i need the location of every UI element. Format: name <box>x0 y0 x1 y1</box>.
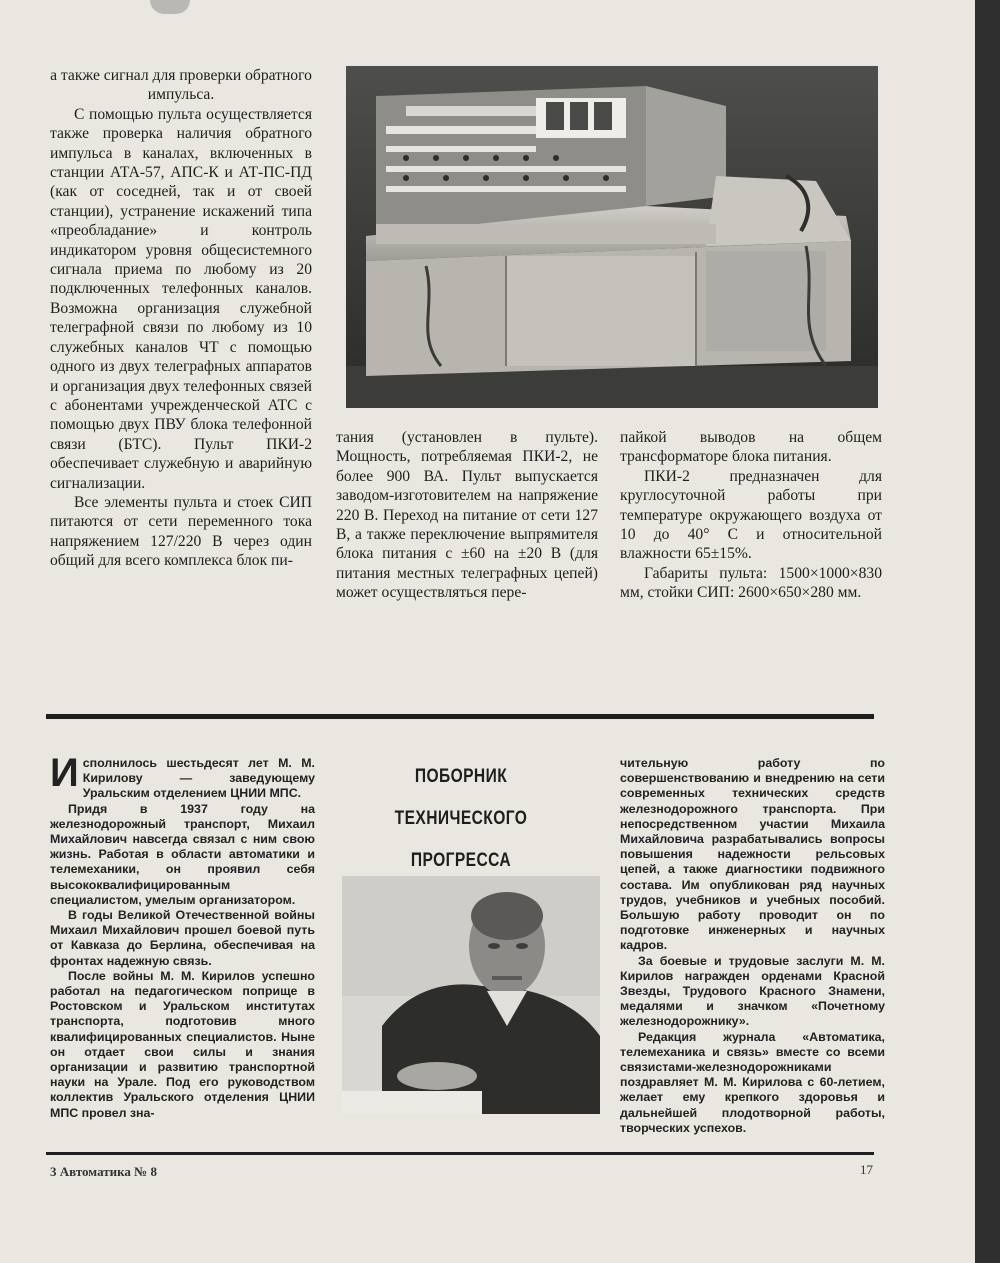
page-number: 17 <box>860 1162 873 1177</box>
paragraph: Редакция журнала «Автоматика, телемеханика и связь» вместе со всеми связистами-железнодорожниками поздравляет М. М. Кирилова с 60-летием, желает ему крепкого здоровья и дальнейшей плодотворной работы, творческих успехов. <box>620 1029 885 1135</box>
paragraph: ПКИ-2 предназначен для круглосуточной работы при температуре окружающего воздуха от 10 до 40° С и относительной влажности 65±15%. <box>620 467 882 563</box>
paragraph: чительную работу по совершенствованию и внедрению на сети современных технических средств железнодорожного транспорта. При непосредственном участии Михаила Михайловича разрабатывались вопросы повышения надежности рельсовых цепей, а также диагностики подвижного состава. Им опубликован ряд научных трудов, учебников и учебных пособий. Большую работу проводит он по подготовке инженерных и научных кадров. <box>620 756 885 953</box>
article-left-column <box>50 751 315 1121</box>
headline-line-2: ТЕХНИЧЕСКОГО ПРОГРЕССА <box>394 808 528 871</box>
footer-divider <box>46 1152 874 1155</box>
paragraph: За боевые и трудовые заслуги М. М. Кирилов награжден орденами Красной Звезды, Трудового Красного Знамени, медалями и значком «Почетному железнодорожнику». <box>620 953 885 1029</box>
paragraph: С помощью пульта осуществляется также проверка наличия обратного импульса в каналах, включенных в станции АТА-57, АПС-К и АТ-ПС-ПД (как от соседней, так и от своей станции), устранение искажений типа «преобладание» и контроль индикатором уровня общесистемного сигнала приема по любому из 20 подключенных телефонных каналов. Возможна организация служебной телеграфной связи по любому из 10 служебных каналов ЧТ с помощью одного из двух телеграфных аппаратов и организация двух телефонных связей с абонентами учрежденческой АТС с помощью двух ПВУ блока телефонной связи (БТС). Пульт ПКИ-2 обеспечивает служебную и аварийную сигнализации. <box>50 105 312 492</box>
article-right-column <box>620 756 885 1136</box>
article-lead: сполнилось шестьдесят лет М. М. Кирилову — заведующему Уральским отделением ЦНИИ МПС. <box>82 756 315 801</box>
paragraph: После войны М. М. Кирилов успешно работал на педагогическом поприще в Ростовском и Уральском институтах транспорта, подготовив много квалифицированных специалистов. Ныне он отдает свои силы и знания организации и развитию транспортной науки на Урале. Под его руководством коллектив Уральского отделения ЦНИИ МПС провел зна- <box>50 968 315 1120</box>
paragraph: тания (установлен в пульте). Мощность, потребляемая ПКИ-2, не более 900 ВА. Пульт выпускается заводом-изготовителем на напряжение 220 В. Переход на питание от сети 127 В, а также переключение выпрямителя блока питания с ±60 на ±20 В (для питания местных телеграфных цепей) может осуществляться пере- <box>336 429 598 602</box>
paragraph: Габариты пульта: 1500×1000×830 мм, стойки СИП: 2600×650×280 мм. <box>620 564 882 602</box>
console-image <box>346 66 878 408</box>
paragraph: пайкой выводов на общем трансформаторе блока питания. <box>620 429 882 466</box>
console-photo <box>346 66 878 408</box>
column-2 <box>336 428 598 603</box>
paragraph <box>50 751 315 802</box>
headline-line-1: ПОБОРНИК <box>414 766 508 787</box>
article-headline <box>354 756 569 882</box>
portrait-photo <box>342 876 600 1114</box>
paragraph: В годы Великой Отечественной войны Михаил Михайлович прошел боевой путь от Кавказа до Берлина, обеспечивая на фронтах надежную связь. <box>50 908 315 968</box>
section-divider <box>46 714 874 719</box>
column-3 <box>620 428 882 603</box>
paragraph: а также сигнал для проверки обратного импульса. <box>50 67 312 104</box>
dropcap: И <box>50 751 79 795</box>
page-edge <box>975 0 1000 1263</box>
paragraph: Придя в 1937 году на железнодорожный транспорт, Михаил Михайлович навсегда связал с ним свою жизнь. Работая в области автоматики и телемеханики, он проявил себя высококвалифицированным специалистом, умелым организатором. <box>50 801 315 907</box>
portrait-image <box>342 876 600 1114</box>
paragraph: Все элементы пульта и стоек СИП питаются от сети переменного тока напряжением 127/220 В через один общий для всего комплекса блок пи- <box>50 493 312 570</box>
column-1 <box>50 66 312 571</box>
footer-journal: 3 Автоматика № 8 <box>50 1164 157 1179</box>
print-smudge <box>150 0 190 14</box>
